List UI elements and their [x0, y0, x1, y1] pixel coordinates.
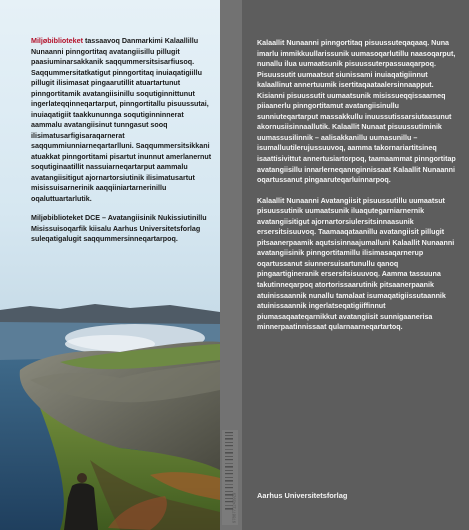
back-cover-right-panel — [242, 0, 469, 530]
right-blurb — [257, 38, 462, 343]
right-paragraph-2: Kalaallit Nunaanni Avatangiisit pisuussutillu uumaatsut pisuussutinik uumaatsunik iluaqutegarniarnernik avatangiisitigut ajornartorsiulersitsinnaasunik ersersitsisuuvoq. Taamaaqataanillu avatangiisit pillugit pitsaanerpaamik aqutsisinnaajumalluni Kalaallit Nunaanni avatangiisinik pinngortitamillu ilisimasaqarnerup oqartussanut siunnersuisartunullu qanoq pingaartigineranik ersersitsisuuvoq. Aamma tassuuna takutinneqarpoq atortorissaarutinik pitsaanerpaanik atuinissaannik nunallu tamalaat isumaqatigiissutaannik atuinissaannik ingerlatseqatigiiffinnut piumasaqaateqarnikkut avatangiisit sunnigaanerisa minnerpaatinnissaat qularnaarneqartartoq. — [257, 196, 455, 332]
left-paragraph-1 — [31, 36, 215, 204]
isbn-digits: 9788771245929 — [231, 492, 237, 523]
right-paragraph-1: Kalaallit Nunaanni pinngortitaq pisuussuteqaqaaq. Nuna imarlu immikkuullarissunik uumasoqarlutillu naasoqarput, nunallu iluа uumaatsunik pisuussuterpassuaqarpoq. Pisuussutit uumaatsut siunissami inuiaqatigiinnut kalaallinut annertuumik isertitaqaataalersinnaapput. Kisianni pisuussutit uumaatsunik misissueqqissaarneq piiaanerlu pinngortitamut avatangiisinullu sunniuteqartarput massakkullu inuussutissarsiutaasunut akornusiisinnaallutik. Kalaallit Nunaat pisuussutiminik uumassusilinnik – aalisakkanillu uumasunillu – isumalluutilerujussuuvoq, aamma takornariartitsineq isaattisivittut annertusiartorpoq, taamaammat pinngortitap avatangiisillu innarlerneqannginnissaat Kalaallit Nunaanni oqartussanut pingaaruteqarluinnarpoq. — [257, 39, 456, 185]
coastal-landscape-photo — [0, 300, 220, 530]
left-paragraph-2: Miljøbiblioteket DCE – Avatangiisinik Nukissiutinillu Misissuisoqarfik kiisalu Aarhus Universitetsforlag suleqatigalugit saqqummersinneqartarpoq. — [31, 214, 207, 243]
left-paragraph-1-body: tassaavoq Danmarkimi Kalaallillu Nunaanni pinngortitaq avatangiisillu pillugit paasiuminarsakkanik saqqummersitsisarfiusoq. Saqqummersitatkatigut pinngortitaq inuiaqatigiillu pillugit ilisimasat pingaarutillit atuartartunut pinngortitamik avatangiisinillu soqutiginnittunut ingerlateqqinneqartarput, pinngortitallu pisuussutai, inuiaqatigiit taakkununnga soqutiginninnerat aammalu avatangiisinut tunngasut sooq ilisimatusarfigisaraqarnerat saqqummiunniarneqartarlluni. Saqqummersitsikkani atuakkat pinngortitami pisartut inunnut amerlanernut soqutiginaatillit nassuiarneqartarput aammalu avatangiisitigut ajornartorsiutinik ilisimatusartut misissuisarnerinik aaqqiiniartarnerinillu oqaluttuartarlutik. — [31, 37, 212, 203]
isbn-barcode — [222, 430, 238, 525]
left-blurb — [31, 36, 215, 254]
imprint-name: Miljøbiblioteket — [31, 37, 83, 45]
publisher-name: Aarhus Universitetsforlag — [257, 491, 348, 500]
back-cover-left-panel — [0, 0, 220, 530]
